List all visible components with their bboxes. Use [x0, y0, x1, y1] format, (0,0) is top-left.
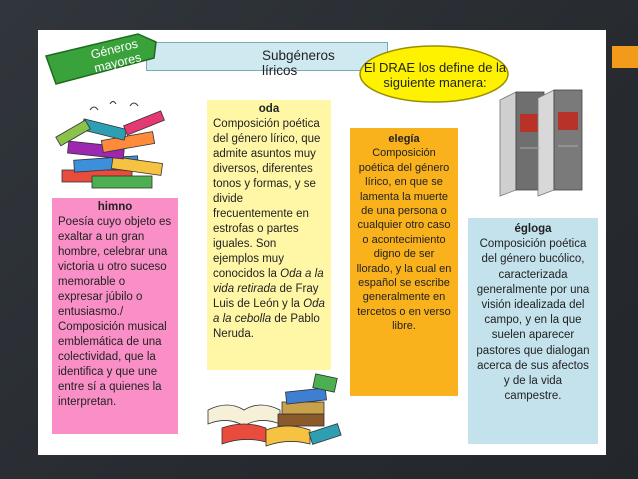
himno-title: himno [97, 201, 133, 213]
slide-content [38, 30, 606, 455]
himno-box [52, 198, 178, 434]
elegia-box [350, 128, 458, 396]
accent-bar [612, 46, 638, 68]
open-books-icon [202, 370, 348, 452]
egloga-box [468, 218, 598, 444]
oda-title: oda [258, 103, 280, 115]
egloga-text: Composición poética del género bucólico, caracterizada generalmente por una visión idealizada del campo, y en la que suelen aparecer pastores que dialogan acerca de sus afectos y de la vida campestre. [476, 238, 590, 403]
oda-text-1: Composición poética del género lírico, que admite asuntos muy diversos, diferentes tonos y formas, y se divide frecuentemente en estrofas o partes iguales. Son ejemplos muy conocidos la [213, 118, 321, 280]
subgeneros-title: Subgéneros líricos [262, 48, 335, 78]
drae-definition-label: El DRAE los define de la siguiente manera: [363, 60, 507, 90]
oda-work-2: Oda a la cebolla [213, 298, 325, 325]
oda-text-2: de Fray Luis de León y la [213, 283, 319, 310]
generos-mayores-label: Géneros mayores [89, 36, 143, 76]
himno-text: Poesía cuyo objeto es exaltar a un gran hombre, celebrar una victoria u otro suceso memorable o expresar júbilo o entusiasmo./ Composición musical emblemática de una colectividad, que la identifica y que une entre sí a quienes la interpretan. [58, 216, 172, 408]
dictionary-books-icon [490, 86, 588, 198]
oda-work-1: Oda a la vida retirada [213, 268, 324, 295]
oda-text-3: de Pablo Neruda. [213, 313, 320, 340]
elegia-title: elegía [388, 133, 420, 145]
elegia-text: Composición poética del género lírico, en que se lamenta la muerte de una persona o cualquier otro caso o acontecimiento digno de ser llorado, y la cual en español se escribe generalmente en tercetos o en verso libre. [356, 147, 452, 333]
oda-box [207, 100, 331, 370]
books-pile-icon [52, 100, 180, 196]
egloga-title: égloga [514, 223, 552, 235]
